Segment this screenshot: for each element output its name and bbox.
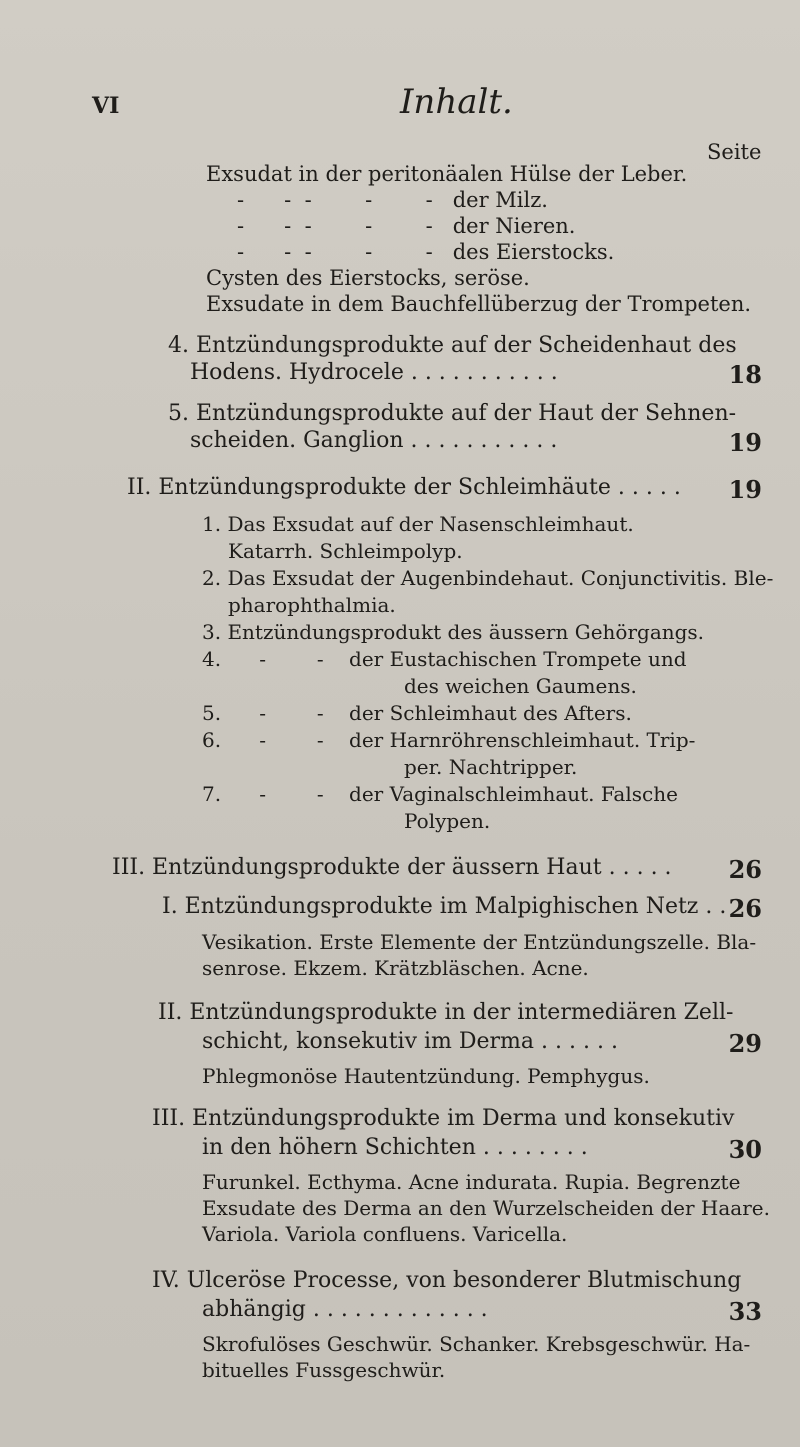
toc-heading: I. Entzündungsprodukte im Malpighischen Netz . .: [162, 894, 727, 919]
toc-line: 1. Das Exsudat auf der Nasenschleimhaut.: [202, 512, 634, 536]
toc-line: bituelles Fussgeschwür.: [202, 1358, 446, 1382]
toc-line: pharophthalmia.: [228, 593, 396, 617]
toc-heading: III. Entzündungsprodukte der äussern Haut . . . . .: [112, 855, 672, 880]
toc-heading: II. Entzündungsprodukte der Schleimhäute . . . . .: [127, 475, 681, 500]
toc-line: Hodens. Hydrocele . . . . . . . . . . .: [190, 360, 558, 385]
toc-line: des weichen Gaumens.: [404, 674, 637, 698]
toc-line: 3. Entzündungsprodukt des äussern Gehörgangs.: [202, 620, 705, 644]
page-ref: 29: [728, 1029, 762, 1058]
toc-line: Phlegmonöse Hautentzündung. Pemphygus.: [202, 1064, 650, 1088]
toc-heading: 4. Entzündungsprodukte auf der Scheidenhaut des: [168, 333, 737, 358]
toc-line: Vesikation. Erste Elemente der Entzündungszelle. Bla-: [202, 930, 757, 954]
toc-line: Katarrh. Schleimpolyp.: [228, 539, 463, 563]
page-ref: 19: [728, 428, 762, 457]
page-ref: 33: [728, 1297, 762, 1326]
toc-line: 4. - - der Eustachischen Trompete und: [202, 647, 687, 671]
page-ref: 26: [728, 855, 762, 884]
seite-label: Seite: [707, 140, 762, 164]
toc-line: 2. Das Exsudat der Augenbindehaut. Conjunctivitis. Ble-: [202, 566, 774, 590]
toc-line: abhängig . . . . . . . . . . . . .: [202, 1297, 488, 1322]
toc-line: - - - - - der Milz.: [237, 188, 548, 212]
toc-line: Skrofulöses Geschwür. Schanker. Krebsgeschwür. Ha-: [202, 1332, 751, 1356]
page-number: VI: [92, 93, 120, 119]
toc-line: Exsudate des Derma an den Wurzelscheiden der Haare.: [202, 1196, 770, 1220]
toc-line: 6. - - der Harnröhrenschleimhaut. Trip-: [202, 728, 696, 752]
toc-line: Exsudate in dem Bauchfellüberzug der Trompeten.: [206, 292, 752, 316]
toc-line: 5. - - der Schleimhaut des Afters.: [202, 701, 632, 725]
page-ref: 19: [728, 475, 762, 504]
page-ref: 30: [728, 1135, 762, 1164]
page-title: Inhalt.: [400, 82, 513, 122]
toc-line: schicht, konsekutiv im Derma . . . . . .: [202, 1029, 618, 1054]
toc-heading: 5. Entzündungsprodukte auf der Haut der Sehnen-: [168, 401, 737, 426]
toc-line: 7. - - der Vaginalschleimhaut. Falsche: [202, 782, 678, 806]
toc-line: senrose. Ekzem. Krätzbläschen. Acne.: [202, 956, 589, 980]
toc-line: in den höhern Schichten . . . . . . . .: [202, 1135, 588, 1160]
page-ref: 26: [728, 894, 762, 923]
toc-line: - - - - - des Eierstocks.: [237, 240, 615, 264]
toc-line: Furunkel. Ecthyma. Acne indurata. Rupia. Begrenzte: [202, 1170, 741, 1194]
toc-line: Cysten des Eierstocks, seröse.: [206, 266, 530, 290]
toc-line: scheiden. Ganglion . . . . . . . . . . .: [190, 428, 558, 453]
toc-line: Variola. Variola confluens. Varicella.: [202, 1222, 568, 1246]
toc-line: Polypen.: [404, 809, 491, 833]
toc-heading: II. Entzündungsprodukte in der intermediären Zell-: [158, 1000, 734, 1025]
toc-heading: IV. Ulceröse Processe, von besonderer Blutmischung: [152, 1268, 742, 1293]
page-ref: 18: [728, 360, 762, 389]
toc-heading: III. Entzündungsprodukte im Derma und konsekutiv: [152, 1106, 735, 1131]
toc-line: Exsudat in der peritonäalen Hülse der Leber.: [206, 162, 688, 186]
toc-line: - - - - - der Nieren.: [237, 214, 576, 238]
toc-line: per. Nachtripper.: [404, 755, 578, 779]
